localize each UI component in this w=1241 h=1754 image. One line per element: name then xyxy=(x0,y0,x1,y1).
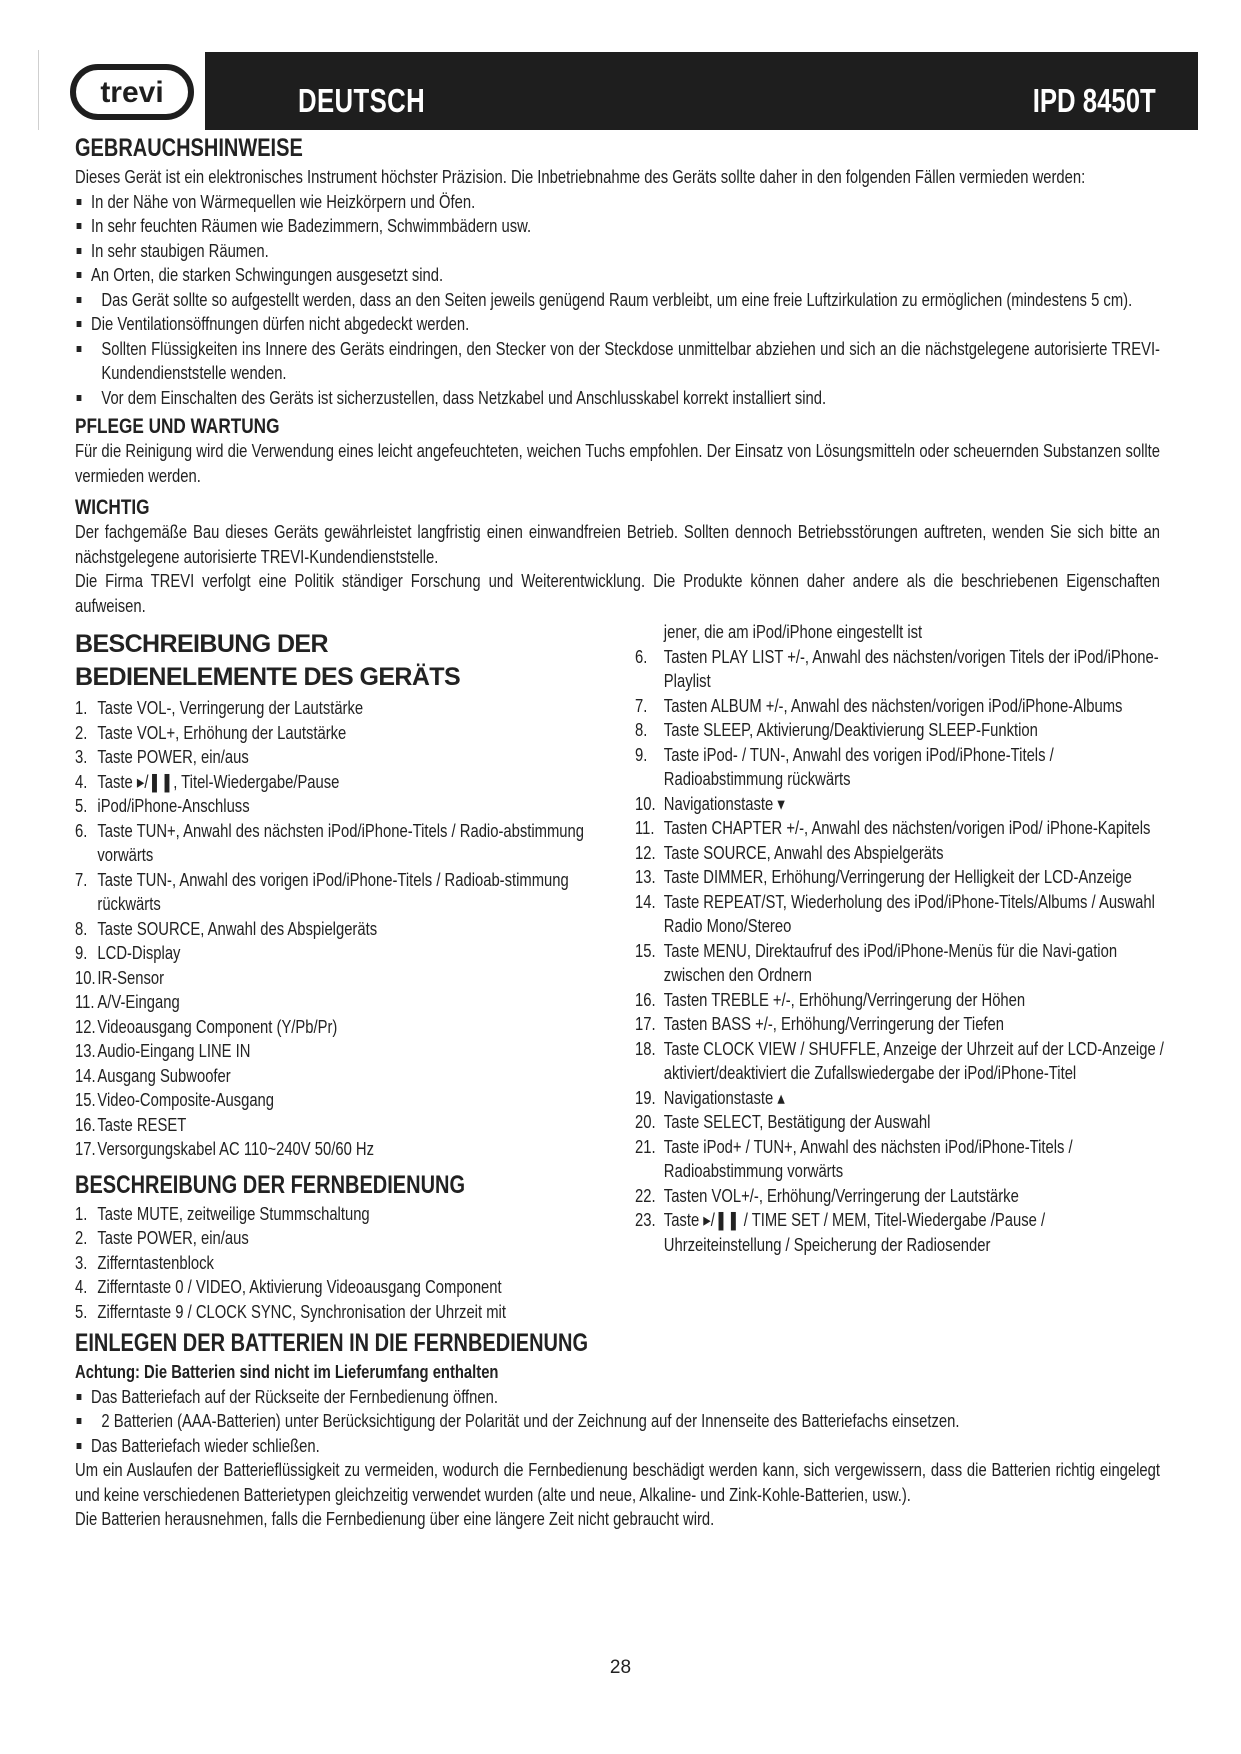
list-item: Sollten Flüssigkeiten ins Innere des Geräts eindringen, den Stecker von der Steckdose unmittelbar abziehen und sich an die nächstgelegene autorisierte TREVI-Kundendienststelle wenden. xyxy=(75,337,1160,386)
gebrauch-intro: Dieses Gerät ist ein elektronisches Instrument höchster Präzision. Die Inbetriebnahme des Geräts sollte daher in den folgenden Fällen vermieden werden: xyxy=(75,166,1086,187)
item-text: Video-Composite-Ausgang xyxy=(97,1089,275,1110)
list-item xyxy=(635,1110,1166,1135)
wichtig-p1: Der fachgemäße Bau dieses Geräts gewährleistet langfristig einen einwandfreien Betrieb. Sollten dennoch Betriebsstörungen auftreten, wenden Sie sich bitte an nächstgelegene autorisierte TREVI-Kundendienststelle. xyxy=(75,521,1160,567)
fern-left-section xyxy=(75,1202,605,1325)
batterien-list xyxy=(75,1385,1160,1459)
item-text: Taste POWER, ein/aus xyxy=(97,746,249,767)
heading-pflege: PFLEGE UND WARTUNG xyxy=(75,414,280,438)
item-text: Taste REPEAT/ST, Wiederholung des iPod/iPhone-Titels/Albums / Auswahl Radio Mono/Stereo xyxy=(663,890,1155,936)
heading-fernbedienung: BESCHREIBUNG DER FERNBEDIENUNG xyxy=(75,1170,466,1199)
item-text: Zifferntaste 0 / VIDEO, Aktivierung Videoausgang Component xyxy=(97,1276,502,1297)
item-text: IR-Sensor xyxy=(97,966,165,988)
list-item xyxy=(635,1037,1166,1086)
item-text: Audio-Eingang LINE IN xyxy=(97,1040,251,1061)
list-item xyxy=(635,816,1166,841)
list-item xyxy=(75,941,605,966)
item-number: 15. xyxy=(635,939,656,961)
fern-list-left xyxy=(75,1202,605,1325)
list-item: Das Batteriefach auf der Rückseite der Fernbedienung öffnen. xyxy=(75,1385,1160,1410)
list-item xyxy=(75,1226,605,1251)
item-number: 13. xyxy=(75,1040,96,1061)
list-item: 2 Batterien (AAA-Batterien) unter Berücksichtigung der Polarität und der Zeichnung auf der Innenseite des Batteriefachs einsetzen. xyxy=(75,1409,1160,1434)
item-text: Taste ▸/❚❚, Titel-Wiedergabe/Pause xyxy=(97,770,340,792)
item-number: 14. xyxy=(635,890,656,912)
list-item xyxy=(75,745,605,770)
list-item: Das Batteriefach wieder schließen. xyxy=(75,1434,1160,1459)
list-item xyxy=(635,939,1166,988)
item-number: 9. xyxy=(635,743,648,765)
list-item xyxy=(635,865,1166,890)
list-item xyxy=(75,770,605,795)
item-number: 23. xyxy=(635,1209,656,1230)
list-item xyxy=(75,1275,605,1300)
gebrauch-list xyxy=(75,190,1160,411)
item-number: 12. xyxy=(635,841,656,863)
list-item xyxy=(75,696,605,721)
item-text: Taste TUN+, Anwahl des nächsten iPod/iPhone-Titels / Radio-abstimmung vorwärts xyxy=(97,819,585,865)
item-text: Taste TUN-, Anwahl des vorigen iPod/iPhone-Titels / Radioab-stimmung rückwärts xyxy=(97,868,569,914)
list-item: Vor dem Einschalten des Geräts ist sicherzustellen, dass Netzkabel und Anschlusskabel korrekt installiert sind. xyxy=(75,386,1160,411)
wichtig-p2: Die Firma TREVI verfolgt eine Politik ständiger Forschung und Weiterentwicklung. Die Produkte können daher andere als die beschriebenen Eigenschaften aufweisen. xyxy=(75,570,1160,616)
item-text: Tasten CHAPTER +/-, Anwahl des nächsten/vorigen iPod/ iPhone-Kapitels xyxy=(663,817,1151,838)
item-number: 2. xyxy=(75,1227,88,1248)
item-number: 19. xyxy=(635,1086,656,1108)
item-text: Taste SOURCE, Anwahl des Abspielgeräts xyxy=(97,917,378,939)
item-text: Videoausgang Component (Y/Pb/Pr) xyxy=(97,1015,338,1037)
item-number: 6. xyxy=(635,645,648,667)
item-text: Taste SOURCE, Anwahl des Abspielgeräts xyxy=(663,841,944,863)
item-number: 5. xyxy=(75,795,88,816)
item-number: 13. xyxy=(635,866,656,887)
item-text: Versorgungskabel AC 110~240V 50/60 Hz xyxy=(97,1138,375,1159)
item-number: 20. xyxy=(635,1111,656,1132)
heading-wichtig: WICHTIG xyxy=(75,495,150,519)
item-text: Navigationstaste ▴ xyxy=(663,1086,785,1108)
item-number: 7. xyxy=(635,694,648,716)
language-label: DEUTSCH xyxy=(298,82,426,119)
item-text: Ausgang Subwoofer xyxy=(97,1064,231,1086)
list-item xyxy=(75,819,605,868)
item-text: Zifferntaste 9 / CLOCK SYNC, Synchronisation der Uhrzeit mit xyxy=(97,1300,506,1322)
list-item xyxy=(635,890,1166,939)
batterien-subtitle: Achtung: Die Batterien sind nicht im Lieferumfang enthalten xyxy=(75,1361,499,1382)
heading-bedienelemente: BESCHREIBUNG DER BEDIENELEMENTE DES GERÄTS xyxy=(75,630,461,691)
list-item xyxy=(635,1012,1166,1037)
batterien-p1: Um ein Auslaufen der Batterieflüssigkeit zu vermeiden, wodurch die Fernbedienung beschädigt werden kann, sich vergewissern, dass die Batterien richtig eingelegt und keine verschiedenen Batterietypen gleichzeitig verwendet wurden (alte und neue, Alkaline- und Zink-Kohle-Batterien, usw.). xyxy=(75,1459,1160,1505)
content xyxy=(75,133,1164,1532)
list-item xyxy=(75,1039,605,1064)
list-item xyxy=(635,1086,1166,1111)
item-text: Taste iPod+ / TUN+, Anwahl des nächsten iPod/iPhone-Titels / Radioabstimmung vorwärts xyxy=(663,1135,1073,1181)
item-text: Zifferntastenblock xyxy=(97,1251,214,1273)
batterien-section xyxy=(75,1360,1160,1532)
list-item xyxy=(635,792,1166,817)
item-text: Taste ▸/❚❚ / TIME SET / MEM, Titel-Wiedergabe /Pause / Uhrzeiteinstellung / Speicherung der Radiosender xyxy=(663,1209,1046,1255)
trevi-logo xyxy=(70,64,194,120)
fern-list-right xyxy=(635,645,1166,1258)
heading-gebrauchshinweise: GEBRAUCHSHINWEISE xyxy=(75,134,303,162)
item-text: Tasten TREBLE +/-, Erhöhung/Verringerung der Höhen xyxy=(663,988,1026,1010)
list-item xyxy=(75,721,605,746)
page-header xyxy=(64,52,1198,130)
list-item xyxy=(635,841,1166,866)
item-number: 21. xyxy=(635,1135,656,1157)
list-item xyxy=(635,988,1166,1013)
list-item xyxy=(75,990,605,1015)
list-item xyxy=(635,645,1166,694)
item-text: Taste iPod- / TUN-, Anwahl des vorigen iPod/iPhone-Titels / Radioabstimmung rückwärts xyxy=(663,743,1054,789)
item-text: Tasten BASS +/-, Erhöhung/Verringerung der Tiefen xyxy=(663,1013,1004,1034)
fern-item-continuation: jener, die am iPod/iPhone eingestellt ist xyxy=(663,621,923,642)
item-number: 1. xyxy=(75,1202,88,1224)
list-item xyxy=(635,1208,1166,1257)
item-text: A/V-Eingang xyxy=(97,991,180,1012)
list-item xyxy=(75,794,605,819)
list-item xyxy=(635,1135,1166,1184)
item-number: 17. xyxy=(75,1138,96,1159)
model-label: IPD 8450T xyxy=(1032,82,1156,119)
list-item xyxy=(75,917,605,942)
item-number: 10. xyxy=(635,792,656,814)
list-item: An Orten, die starken Schwingungen ausgesetzt sind. xyxy=(75,263,1160,288)
item-number: 6. xyxy=(75,819,88,841)
item-number: 11. xyxy=(635,817,655,838)
gebrauch-section xyxy=(75,165,1160,410)
item-number: 22. xyxy=(635,1184,656,1206)
wichtig-section xyxy=(75,520,1160,618)
item-number: 10. xyxy=(75,966,96,988)
list-item: Die Ventilationsöffnungen dürfen nicht abgedeckt werden. xyxy=(75,312,1160,337)
pflege-section xyxy=(75,439,1160,488)
fern-right-section xyxy=(635,620,1166,1257)
item-text: Taste CLOCK VIEW / SHUFFLE, Anzeige der Uhrzeit auf der LCD-Anzeige / aktiviert/deaktiviert die Zufallswiedergabe der iPod/iPhone-Titel xyxy=(663,1037,1164,1083)
item-text: Taste MUTE, zeitweilige Stummschaltung xyxy=(97,1202,370,1224)
item-number: 9. xyxy=(75,942,88,963)
two-column-area xyxy=(75,620,1164,1330)
item-number: 1. xyxy=(75,697,88,718)
item-text: Navigationstaste ▾ xyxy=(663,792,785,814)
item-number: 3. xyxy=(75,1251,88,1273)
item-text: Tasten PLAY LIST +/-, Anwahl des nächsten/vorigen Titels der iPod/iPhone-Playlist xyxy=(663,645,1159,691)
list-item xyxy=(75,1137,605,1162)
right-column xyxy=(635,620,1166,1257)
item-number: 8. xyxy=(75,917,88,939)
list-item xyxy=(635,718,1166,743)
item-text: Tasten ALBUM +/-, Anwahl des nächsten/vorigen iPod/iPhone-Albums xyxy=(663,694,1123,716)
item-number: 4. xyxy=(75,1276,88,1297)
item-text: Taste RESET xyxy=(97,1113,187,1135)
bedien-section xyxy=(75,696,605,1162)
header-bar xyxy=(205,52,1198,130)
item-number: 16. xyxy=(635,988,656,1010)
bedien-list xyxy=(75,696,605,1162)
list-item xyxy=(75,966,605,991)
list-item: In sehr feuchten Räumen wie Badezimmern, Schwimmbädern usw. xyxy=(75,214,1160,239)
item-number: 3. xyxy=(75,746,88,767)
left-column xyxy=(75,620,605,1324)
item-number: 11. xyxy=(75,991,95,1012)
item-text: iPod/iPhone-Anschluss xyxy=(97,795,250,816)
item-text: Taste SELECT, Bestätigung der Auswahl xyxy=(663,1111,931,1132)
batterien-p2: Die Batterien herausnehmen, falls die Fernbedienung über eine längere Zeit nicht gebraucht wird. xyxy=(75,1508,715,1529)
list-item: In sehr staubigen Räumen. xyxy=(75,239,1160,264)
margin-line xyxy=(38,50,39,130)
list-item xyxy=(75,1088,605,1113)
item-number: 2. xyxy=(75,721,88,743)
item-number: 17. xyxy=(635,1013,656,1034)
list-item xyxy=(75,1113,605,1138)
list-item xyxy=(75,1300,605,1325)
item-number: 7. xyxy=(75,868,88,890)
list-item xyxy=(75,868,605,917)
item-number: 4. xyxy=(75,770,88,792)
list-item: Das Gerät sollte so aufgestellt werden, dass an den Seiten jeweils genügend Raum verbleibt, um eine freie Luftzirkulation zu ermöglichen (mindestens 5 cm). xyxy=(75,288,1160,313)
list-item xyxy=(635,694,1166,719)
item-number: 8. xyxy=(635,719,648,740)
item-number: 15. xyxy=(75,1089,96,1110)
item-text: Taste VOL+, Erhöhung der Lautstärke xyxy=(97,721,347,743)
item-number: 14. xyxy=(75,1064,96,1086)
item-text: Taste SLEEP, Aktivierung/Deaktivierung SLEEP-Funktion xyxy=(663,719,1038,740)
page-number: 28 xyxy=(609,1657,632,1678)
pflege-text: Für die Reinigung wird die Verwendung eines leicht angefeuchteten, weichen Tuchs empfohlen. Der Einsatz von Lösungsmitteln oder scheuernden Substanzen sollte vermieden werden. xyxy=(75,440,1160,486)
item-text: Tasten VOL+/-, Erhöhung/Verringerung der Lautstärke xyxy=(663,1184,1019,1206)
item-number: 12. xyxy=(75,1015,96,1037)
item-number: 18. xyxy=(635,1037,656,1059)
item-text: Taste MENU, Direktaufruf des iPod/iPhone-Menüs für die Navi-gation zwischen den Ordnern xyxy=(663,939,1118,985)
item-number: 16. xyxy=(75,1113,96,1135)
item-number: 5. xyxy=(75,1300,88,1322)
item-text: Taste VOL-, Verringerung der Lautstärke xyxy=(97,697,364,718)
item-text: Taste POWER, ein/aus xyxy=(97,1227,249,1248)
list-item xyxy=(75,1202,605,1227)
list-item: In der Nähe von Wärmequellen wie Heizkörpern und Öfen. xyxy=(75,190,1160,215)
item-text: LCD-Display xyxy=(97,942,181,963)
heading-batterien: EINLEGEN DER BATTERIEN IN DIE FERNBEDIENUNG xyxy=(75,1329,588,1357)
logo-text: trevi xyxy=(100,76,164,109)
list-item xyxy=(635,1184,1166,1209)
list-item xyxy=(75,1064,605,1089)
list-item xyxy=(75,1251,605,1276)
list-item xyxy=(75,1015,605,1040)
list-item xyxy=(635,743,1166,792)
item-text: Taste DIMMER, Erhöhung/Verringerung der Helligkeit der LCD-Anzeige xyxy=(663,866,1132,887)
